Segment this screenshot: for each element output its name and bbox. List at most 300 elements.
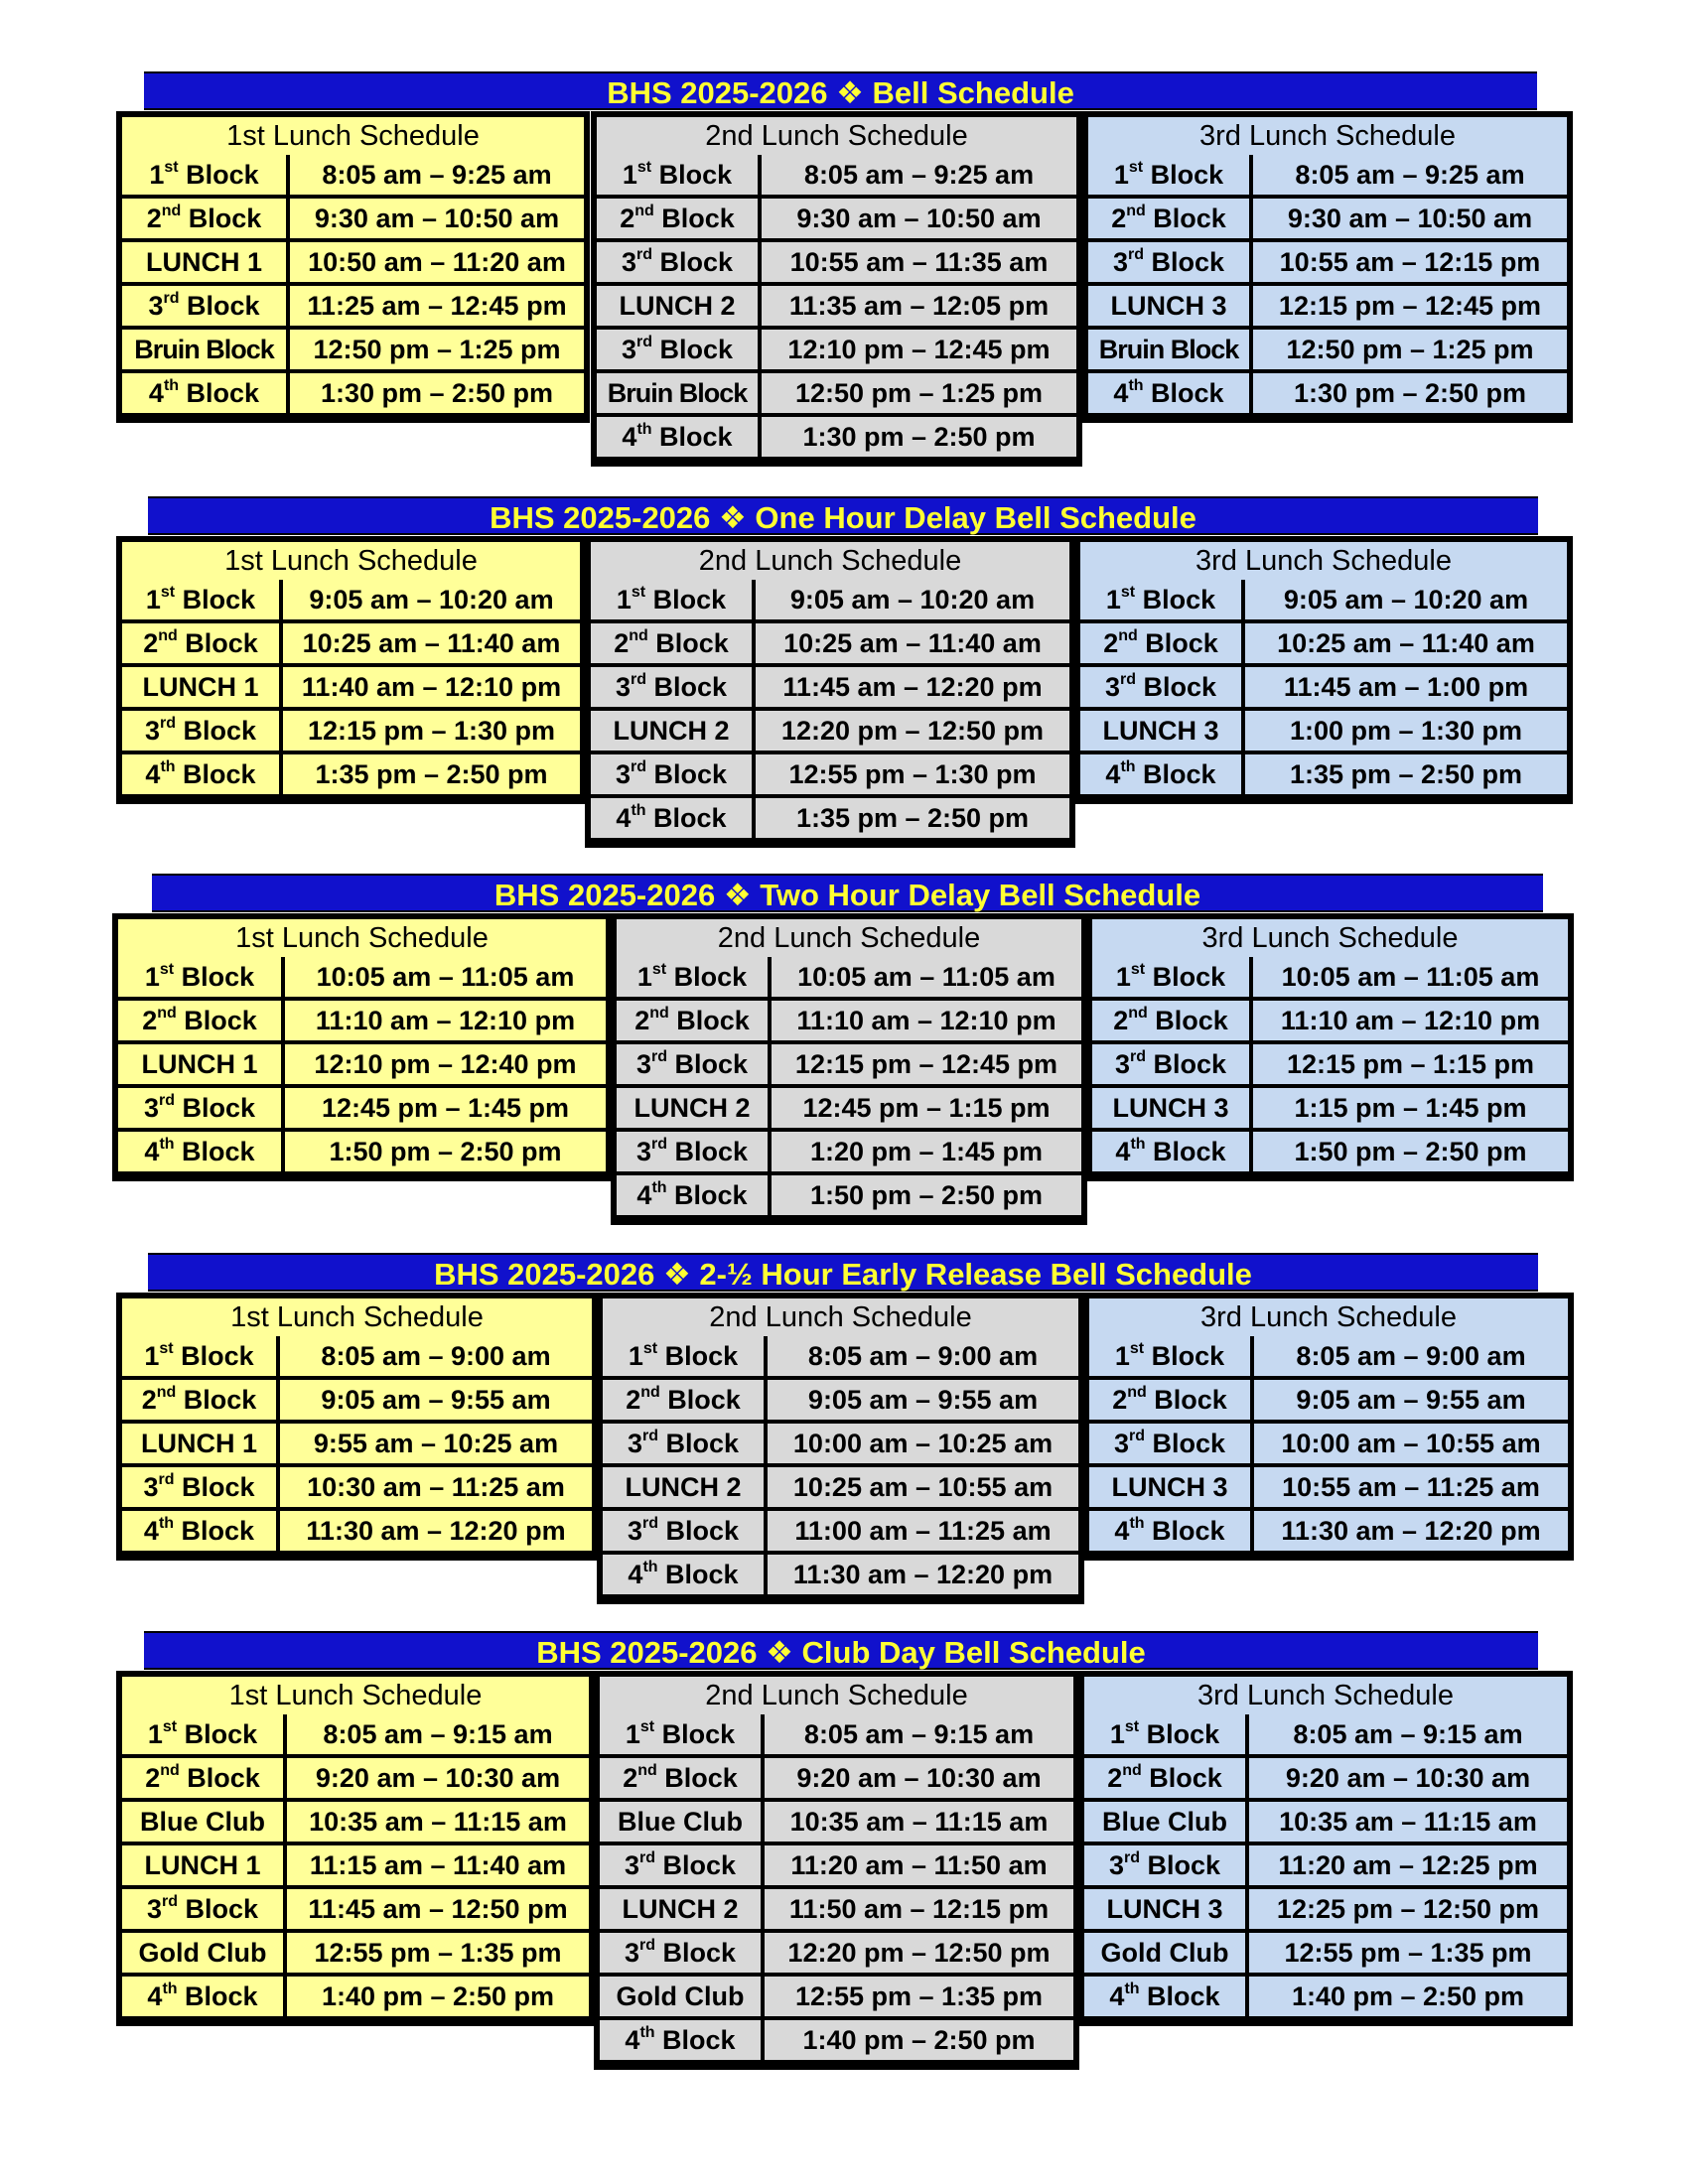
period-2nd-block: 2nd Block bbox=[1088, 199, 1249, 238]
period-time: 1:35 pm – 2:50 pm bbox=[756, 798, 1069, 838]
schedule-row bbox=[122, 752, 580, 796]
period-lunch-2: LUNCH 2 bbox=[591, 711, 752, 751]
panel-header: 3rd Lunch Schedule bbox=[1088, 117, 1567, 155]
period-time: 11:30 am – 12:20 pm bbox=[768, 1555, 1078, 1594]
schedule-row bbox=[122, 1465, 592, 1509]
period-time: 11:30 am – 12:20 pm bbox=[280, 1511, 592, 1551]
period-4th-block: 4th Block bbox=[1088, 373, 1249, 413]
period-4th-block: 4th Block bbox=[1089, 1511, 1250, 1551]
period-lunch-1: LUNCH 1 bbox=[122, 242, 286, 282]
panel-header: 1st Lunch Schedule bbox=[118, 919, 606, 957]
schedule-row bbox=[617, 1086, 1081, 1130]
period-time: 10:35 am – 11:15 am bbox=[287, 1802, 589, 1842]
schedule-row bbox=[597, 197, 1076, 240]
schedule-row bbox=[122, 578, 580, 621]
schedule-row bbox=[1080, 578, 1567, 621]
period-time: 12:45 pm – 1:45 pm bbox=[285, 1088, 606, 1128]
schedule-row bbox=[1084, 1975, 1567, 2018]
lunch-schedule-panel-2 bbox=[597, 1293, 1084, 1604]
period-time: 8:05 am – 9:15 am bbox=[287, 1714, 589, 1754]
schedule-row bbox=[122, 1712, 589, 1756]
period-time: 9:20 am – 10:30 am bbox=[765, 1758, 1073, 1798]
period-time: 12:55 pm – 1:30 pm bbox=[756, 754, 1069, 794]
schedule-row bbox=[603, 1509, 1078, 1553]
panel-header: 1st Lunch Schedule bbox=[122, 542, 580, 580]
period-2nd-block: 2nd Block bbox=[122, 1758, 283, 1798]
period-time: 12:15 pm – 12:45 pm bbox=[1253, 286, 1567, 326]
period-time: 9:05 am – 10:20 am bbox=[283, 580, 580, 619]
lunch-schedule-panel-2 bbox=[611, 913, 1087, 1225]
schedule-row bbox=[122, 1334, 592, 1378]
period-time: 12:15 pm – 12:45 pm bbox=[772, 1044, 1081, 1084]
lunch-schedule-panel-1 bbox=[116, 111, 590, 423]
period-3rd-block: 3rd Block bbox=[600, 1933, 761, 1973]
period-3rd-block: 3rd Block bbox=[1084, 1845, 1245, 1885]
schedule-row bbox=[1088, 284, 1567, 328]
period-1st-block: 1st Block bbox=[600, 1714, 761, 1754]
period-bruin-block: Bruin Block bbox=[1088, 330, 1249, 369]
period-3rd-block: 3rd Block bbox=[1088, 242, 1249, 282]
period-3rd-block: 3rd Block bbox=[591, 667, 752, 707]
period-time: 1:00 pm – 1:30 pm bbox=[1245, 711, 1567, 751]
period-lunch-1: LUNCH 1 bbox=[118, 1044, 281, 1084]
schedule-row bbox=[122, 153, 584, 197]
period-time: 10:30 am – 11:25 am bbox=[280, 1467, 592, 1507]
period-1st-block: 1st Block bbox=[122, 1714, 283, 1754]
period-time: 12:50 pm – 1:25 pm bbox=[1253, 330, 1567, 369]
schedule-row bbox=[617, 955, 1081, 999]
schedule-row bbox=[122, 1887, 589, 1931]
schedule-row bbox=[1084, 1756, 1567, 1800]
period-time: 10:50 am – 11:20 am bbox=[290, 242, 584, 282]
period-4th-block: 4th Block bbox=[122, 373, 286, 413]
period-time: 1:20 pm – 1:45 pm bbox=[772, 1132, 1081, 1171]
period-2nd-block: 2nd Block bbox=[118, 1001, 281, 1040]
schedule-row bbox=[1084, 1887, 1567, 1931]
schedule-row bbox=[1080, 665, 1567, 709]
period-3rd-block: 3rd Block bbox=[122, 711, 279, 751]
period-4th-block: 4th Block bbox=[617, 1175, 768, 1215]
lunch-schedule-panel-1 bbox=[112, 913, 612, 1181]
schedule-row bbox=[600, 1843, 1073, 1887]
period-time: 10:55 am – 12:15 pm bbox=[1253, 242, 1567, 282]
schedule-row bbox=[591, 665, 1069, 709]
period-1st-block: 1st Block bbox=[122, 580, 279, 619]
panel-header: 3rd Lunch Schedule bbox=[1084, 1677, 1567, 1714]
schedule-row bbox=[122, 240, 584, 284]
schedule-row bbox=[1089, 1509, 1568, 1553]
period-bruin-block: Bruin Block bbox=[122, 330, 286, 369]
schedule-row bbox=[1092, 1086, 1568, 1130]
schedule-title: BHS 2025-2026 ❖ One Hour Delay Bell Schedule bbox=[148, 496, 1538, 535]
period-3rd-block: 3rd Block bbox=[603, 1424, 764, 1463]
schedule-title: BHS 2025-2026 ❖ 2-½ Hour Early Release Bell Schedule bbox=[148, 1253, 1538, 1292]
schedule-row bbox=[617, 999, 1081, 1042]
panel-header: 1st Lunch Schedule bbox=[122, 117, 584, 155]
lunch-schedule-panel-2 bbox=[585, 536, 1075, 848]
period-time: 1:50 pm – 2:50 pm bbox=[772, 1175, 1081, 1215]
schedule-row bbox=[122, 1843, 589, 1887]
schedule-row bbox=[1092, 955, 1568, 999]
schedule-row bbox=[603, 1465, 1078, 1509]
period-time: 12:10 pm – 12:40 pm bbox=[285, 1044, 606, 1084]
period-time: 10:55 am – 11:25 am bbox=[1254, 1467, 1568, 1507]
schedule-row bbox=[600, 1931, 1073, 1975]
lunch-schedule-panel-1 bbox=[116, 1671, 595, 2026]
period-3rd-block: 3rd Block bbox=[122, 286, 286, 326]
period-time: 1:40 pm – 2:50 pm bbox=[1249, 1977, 1567, 2016]
period-blue-club: Blue Club bbox=[1084, 1802, 1245, 1842]
panel-header: 1st Lunch Schedule bbox=[122, 1677, 589, 1714]
period-4th-block: 4th Block bbox=[118, 1132, 281, 1171]
period-2nd-block: 2nd Block bbox=[122, 199, 286, 238]
schedule-row bbox=[118, 1086, 606, 1130]
period-4th-block: 4th Block bbox=[122, 754, 279, 794]
schedule-row bbox=[122, 1800, 589, 1843]
period-time: 9:30 am – 10:50 am bbox=[762, 199, 1076, 238]
period-time: 9:05 am – 9:55 am bbox=[1254, 1380, 1568, 1420]
schedule-row bbox=[597, 328, 1076, 371]
schedule-row bbox=[1092, 1130, 1568, 1173]
period-time: 8:05 am – 9:25 am bbox=[762, 155, 1076, 195]
period-1st-block: 1st Block bbox=[597, 155, 758, 195]
period-3rd-block: 3rd Block bbox=[603, 1511, 764, 1551]
period-4th-block: 4th Block bbox=[597, 417, 758, 457]
period-time: 1:35 pm – 2:50 pm bbox=[283, 754, 580, 794]
period-4th-block: 4th Block bbox=[1080, 754, 1241, 794]
schedule-row bbox=[122, 328, 584, 371]
period-lunch-3: LUNCH 3 bbox=[1084, 1889, 1245, 1929]
period-time: 11:25 am – 12:45 pm bbox=[290, 286, 584, 326]
schedule-row bbox=[1080, 752, 1567, 796]
panel-header: 2nd Lunch Schedule bbox=[603, 1298, 1078, 1336]
period-time: 9:05 am – 10:20 am bbox=[1245, 580, 1567, 619]
lunch-schedule-panel-1 bbox=[116, 536, 586, 804]
period-time: 11:20 am – 12:25 pm bbox=[1249, 1845, 1567, 1885]
period-time: 11:45 am – 1:00 pm bbox=[1245, 667, 1567, 707]
period-gold-club: Gold Club bbox=[600, 1977, 761, 2016]
period-1st-block: 1st Block bbox=[1088, 155, 1249, 195]
period-3rd-block: 3rd Block bbox=[597, 242, 758, 282]
period-2nd-block: 2nd Block bbox=[591, 623, 752, 663]
schedule-row bbox=[617, 1173, 1081, 1217]
period-4th-block: 4th Block bbox=[122, 1977, 283, 2016]
period-3rd-block: 3rd Block bbox=[1092, 1044, 1249, 1084]
period-time: 10:05 am – 11:05 am bbox=[772, 957, 1081, 997]
period-time: 8:05 am – 9:00 am bbox=[1254, 1336, 1568, 1376]
period-3rd-block: 3rd Block bbox=[617, 1132, 768, 1171]
schedule-row bbox=[122, 197, 584, 240]
period-2nd-block: 2nd Block bbox=[600, 1758, 761, 1798]
period-time: 1:30 pm – 2:50 pm bbox=[290, 373, 584, 413]
schedule-row bbox=[600, 2018, 1073, 2062]
period-time: 10:35 am – 11:15 am bbox=[765, 1802, 1073, 1842]
panel-header: 1st Lunch Schedule bbox=[122, 1298, 592, 1336]
period-lunch-2: LUNCH 2 bbox=[617, 1088, 768, 1128]
period-time: 12:25 pm – 12:50 pm bbox=[1249, 1889, 1567, 1929]
period-time: 8:05 am – 9:25 am bbox=[1253, 155, 1567, 195]
period-time: 1:35 pm – 2:50 pm bbox=[1245, 754, 1567, 794]
lunch-schedule-panel-1 bbox=[116, 1293, 598, 1561]
period-time: 1:40 pm – 2:50 pm bbox=[287, 1977, 589, 2016]
schedule-row bbox=[1088, 197, 1567, 240]
period-3rd-block: 3rd Block bbox=[118, 1088, 281, 1128]
period-lunch-3: LUNCH 3 bbox=[1080, 711, 1241, 751]
period-time: 9:20 am – 10:30 am bbox=[1249, 1758, 1567, 1798]
period-time: 8:05 am – 9:15 am bbox=[765, 1714, 1073, 1754]
period-time: 10:35 am – 11:15 am bbox=[1249, 1802, 1567, 1842]
period-time: 9:05 am – 10:20 am bbox=[756, 580, 1069, 619]
period-4th-block: 4th Block bbox=[1092, 1132, 1249, 1171]
period-time: 11:30 am – 12:20 pm bbox=[1254, 1511, 1568, 1551]
period-time: 11:10 am – 12:10 pm bbox=[285, 1001, 606, 1040]
period-blue-club: Blue Club bbox=[600, 1802, 761, 1842]
schedule-row bbox=[617, 1130, 1081, 1173]
schedule-row bbox=[603, 1334, 1078, 1378]
schedule-row bbox=[118, 999, 606, 1042]
period-time: 1:15 pm – 1:45 pm bbox=[1253, 1088, 1568, 1128]
lunch-schedule-panel-2 bbox=[591, 111, 1082, 467]
period-gold-club: Gold Club bbox=[1084, 1933, 1245, 1973]
schedule-row bbox=[122, 1422, 592, 1465]
schedule-row bbox=[617, 1042, 1081, 1086]
period-time: 9:20 am – 10:30 am bbox=[287, 1758, 589, 1798]
panel-header: 2nd Lunch Schedule bbox=[617, 919, 1081, 957]
period-time: 9:05 am – 9:55 am bbox=[280, 1380, 592, 1420]
period-time: 11:10 am – 12:10 pm bbox=[772, 1001, 1081, 1040]
period-time: 12:50 pm – 1:25 pm bbox=[290, 330, 584, 369]
period-time: 10:25 am – 11:40 am bbox=[756, 623, 1069, 663]
schedule-row bbox=[1092, 1042, 1568, 1086]
period-lunch-1: LUNCH 1 bbox=[122, 1424, 276, 1463]
period-4th-block: 4th Block bbox=[600, 2020, 761, 2060]
period-time: 1:40 pm – 2:50 pm bbox=[765, 2020, 1073, 2060]
period-time: 12:20 pm – 12:50 pm bbox=[756, 711, 1069, 751]
period-1st-block: 1st Block bbox=[1080, 580, 1241, 619]
schedule-row bbox=[597, 153, 1076, 197]
period-2nd-block: 2nd Block bbox=[1089, 1380, 1250, 1420]
period-time: 1:30 pm – 2:50 pm bbox=[762, 417, 1076, 457]
schedule-row bbox=[603, 1422, 1078, 1465]
period-time: 9:30 am – 10:50 am bbox=[290, 199, 584, 238]
period-time: 12:55 pm – 1:35 pm bbox=[765, 1977, 1073, 2016]
period-time: 10:05 am – 11:05 am bbox=[285, 957, 606, 997]
schedule-row bbox=[122, 1756, 589, 1800]
schedule-row bbox=[591, 578, 1069, 621]
schedule-row bbox=[122, 284, 584, 328]
schedule-row bbox=[1089, 1422, 1568, 1465]
period-time: 10:55 am – 11:35 am bbox=[762, 242, 1076, 282]
lunch-schedule-panel-3 bbox=[1083, 1293, 1574, 1561]
schedule-row bbox=[600, 1975, 1073, 2018]
period-3rd-block: 3rd Block bbox=[122, 1889, 283, 1929]
period-3rd-block: 3rd Block bbox=[597, 330, 758, 369]
schedule-row bbox=[597, 240, 1076, 284]
period-1st-block: 1st Block bbox=[118, 957, 281, 997]
period-time: 11:10 am – 12:10 pm bbox=[1253, 1001, 1568, 1040]
schedule-row bbox=[591, 796, 1069, 840]
schedule-row bbox=[1080, 709, 1567, 752]
schedule-row bbox=[597, 415, 1076, 459]
period-time: 8:05 am – 9:25 am bbox=[290, 155, 584, 195]
panel-header: 3rd Lunch Schedule bbox=[1092, 919, 1568, 957]
period-time: 9:05 am – 9:55 am bbox=[768, 1380, 1078, 1420]
period-1st-block: 1st Block bbox=[1089, 1336, 1250, 1376]
schedule-row bbox=[118, 1042, 606, 1086]
schedule-row bbox=[591, 752, 1069, 796]
period-1st-block: 1st Block bbox=[122, 1336, 276, 1376]
period-4th-block: 4th Block bbox=[591, 798, 752, 838]
period-3rd-block: 3rd Block bbox=[600, 1845, 761, 1885]
period-3rd-block: 3rd Block bbox=[617, 1044, 768, 1084]
schedule-row bbox=[1088, 153, 1567, 197]
period-time: 10:05 am – 11:05 am bbox=[1253, 957, 1568, 997]
period-time: 1:50 pm – 2:50 pm bbox=[1253, 1132, 1568, 1171]
period-time: 10:00 am – 10:55 am bbox=[1254, 1424, 1568, 1463]
panel-header: 3rd Lunch Schedule bbox=[1080, 542, 1567, 580]
schedule-row bbox=[1088, 240, 1567, 284]
schedule-row bbox=[1084, 1931, 1567, 1975]
period-3rd-block: 3rd Block bbox=[1080, 667, 1241, 707]
period-2nd-block: 2nd Block bbox=[122, 623, 279, 663]
schedule-row bbox=[597, 284, 1076, 328]
period-time: 9:30 am – 10:50 am bbox=[1253, 199, 1567, 238]
schedule-row bbox=[122, 621, 580, 665]
period-3rd-block: 3rd Block bbox=[1089, 1424, 1250, 1463]
panel-header: 3rd Lunch Schedule bbox=[1089, 1298, 1568, 1336]
period-time: 10:00 am – 10:25 am bbox=[768, 1424, 1078, 1463]
period-bruin-block: Bruin Block bbox=[597, 373, 758, 413]
schedule-row bbox=[1080, 621, 1567, 665]
period-2nd-block: 2nd Block bbox=[122, 1380, 276, 1420]
period-time: 12:55 pm – 1:35 pm bbox=[1249, 1933, 1567, 1973]
schedule-row bbox=[591, 621, 1069, 665]
schedule-row bbox=[122, 1378, 592, 1422]
schedule-title: BHS 2025-2026 ❖ Bell Schedule bbox=[144, 71, 1537, 110]
schedule-row bbox=[122, 709, 580, 752]
schedule-title: BHS 2025-2026 ❖ Two Hour Delay Bell Schedule bbox=[152, 874, 1543, 912]
period-time: 12:45 pm – 1:15 pm bbox=[772, 1088, 1081, 1128]
panel-header: 2nd Lunch Schedule bbox=[591, 542, 1069, 580]
period-time: 12:50 pm – 1:25 pm bbox=[762, 373, 1076, 413]
schedule-row bbox=[1084, 1800, 1567, 1843]
schedule-row bbox=[1084, 1712, 1567, 1756]
period-time: 11:45 am – 12:50 pm bbox=[287, 1889, 589, 1929]
period-2nd-block: 2nd Block bbox=[1084, 1758, 1245, 1798]
period-1st-block: 1st Block bbox=[603, 1336, 764, 1376]
schedule-row bbox=[1089, 1465, 1568, 1509]
lunch-schedule-panel-3 bbox=[1074, 536, 1573, 804]
schedule-row bbox=[600, 1800, 1073, 1843]
period-lunch-3: LUNCH 3 bbox=[1088, 286, 1249, 326]
period-2nd-block: 2nd Block bbox=[603, 1380, 764, 1420]
period-time: 8:05 am – 9:15 am bbox=[1249, 1714, 1567, 1754]
schedule-row bbox=[600, 1712, 1073, 1756]
period-4th-block: 4th Block bbox=[1084, 1977, 1245, 2016]
period-time: 1:50 pm – 2:50 pm bbox=[285, 1132, 606, 1171]
period-lunch-1: LUNCH 1 bbox=[122, 667, 279, 707]
schedule-row bbox=[591, 709, 1069, 752]
period-2nd-block: 2nd Block bbox=[1080, 623, 1241, 663]
period-3rd-block: 3rd Block bbox=[122, 1467, 276, 1507]
period-gold-club: Gold Club bbox=[122, 1933, 283, 1973]
period-1st-block: 1st Block bbox=[1092, 957, 1249, 997]
period-time: 11:40 am – 12:10 pm bbox=[283, 667, 580, 707]
period-time: 12:15 pm – 1:30 pm bbox=[283, 711, 580, 751]
period-time: 11:15 am – 11:40 am bbox=[287, 1845, 589, 1885]
schedule-row bbox=[603, 1553, 1078, 1596]
period-lunch-3: LUNCH 3 bbox=[1092, 1088, 1249, 1128]
period-2nd-block: 2nd Block bbox=[1092, 1001, 1249, 1040]
period-blue-club: Blue Club bbox=[122, 1802, 283, 1842]
period-3rd-block: 3rd Block bbox=[591, 754, 752, 794]
period-time: 11:00 am – 11:25 am bbox=[768, 1511, 1078, 1551]
period-2nd-block: 2nd Block bbox=[617, 1001, 768, 1040]
schedule-row bbox=[122, 371, 584, 415]
schedule-row bbox=[600, 1756, 1073, 1800]
period-4th-block: 4th Block bbox=[122, 1511, 276, 1551]
period-lunch-2: LUNCH 2 bbox=[603, 1467, 764, 1507]
lunch-schedule-panel-3 bbox=[1078, 1671, 1573, 2026]
panel-header: 2nd Lunch Schedule bbox=[600, 1677, 1073, 1714]
period-time: 8:05 am – 9:00 am bbox=[280, 1336, 592, 1376]
period-4th-block: 4th Block bbox=[603, 1555, 764, 1594]
schedule-row bbox=[122, 1509, 592, 1553]
period-time: 11:35 am – 12:05 pm bbox=[762, 286, 1076, 326]
period-time: 9:55 am – 10:25 am bbox=[280, 1424, 592, 1463]
period-lunch-1: LUNCH 1 bbox=[122, 1845, 283, 1885]
schedule-row bbox=[118, 955, 606, 999]
period-lunch-2: LUNCH 2 bbox=[600, 1889, 761, 1929]
panel-header: 2nd Lunch Schedule bbox=[597, 117, 1076, 155]
period-2nd-block: 2nd Block bbox=[597, 199, 758, 238]
period-time: 12:10 pm – 12:45 pm bbox=[762, 330, 1076, 369]
period-1st-block: 1st Block bbox=[1084, 1714, 1245, 1754]
schedule-row bbox=[597, 371, 1076, 415]
period-time: 8:05 am – 9:00 am bbox=[768, 1336, 1078, 1376]
schedule-row bbox=[122, 1975, 589, 2018]
period-time: 11:50 am – 12:15 pm bbox=[765, 1889, 1073, 1929]
schedule-row bbox=[1092, 999, 1568, 1042]
schedule-title: BHS 2025-2026 ❖ Club Day Bell Schedule bbox=[144, 1631, 1538, 1670]
period-lunch-2: LUNCH 2 bbox=[597, 286, 758, 326]
period-time: 10:25 am – 11:40 am bbox=[283, 623, 580, 663]
period-time: 10:25 am – 10:55 am bbox=[768, 1467, 1078, 1507]
lunch-schedule-panel-3 bbox=[1086, 913, 1574, 1181]
schedule-row bbox=[118, 1130, 606, 1173]
period-time: 12:55 pm – 1:35 pm bbox=[287, 1933, 589, 1973]
period-time: 12:15 pm – 1:15 pm bbox=[1253, 1044, 1568, 1084]
period-1st-block: 1st Block bbox=[591, 580, 752, 619]
period-time: 11:45 am – 12:20 pm bbox=[756, 667, 1069, 707]
schedule-row bbox=[1088, 328, 1567, 371]
schedule-row bbox=[603, 1378, 1078, 1422]
schedule-row bbox=[122, 665, 580, 709]
schedule-row bbox=[600, 1887, 1073, 1931]
schedule-row bbox=[1089, 1378, 1568, 1422]
schedule-row bbox=[1089, 1334, 1568, 1378]
period-lunch-3: LUNCH 3 bbox=[1089, 1467, 1250, 1507]
lunch-schedule-panel-2 bbox=[594, 1671, 1079, 2070]
period-1st-block: 1st Block bbox=[617, 957, 768, 997]
schedule-row bbox=[1088, 371, 1567, 415]
lunch-schedule-panel-3 bbox=[1082, 111, 1573, 423]
schedule-row bbox=[1084, 1843, 1567, 1887]
period-time: 11:20 am – 11:50 am bbox=[765, 1845, 1073, 1885]
period-1st-block: 1st Block bbox=[122, 155, 286, 195]
period-time: 1:30 pm – 2:50 pm bbox=[1253, 373, 1567, 413]
period-time: 10:25 am – 11:40 am bbox=[1245, 623, 1567, 663]
